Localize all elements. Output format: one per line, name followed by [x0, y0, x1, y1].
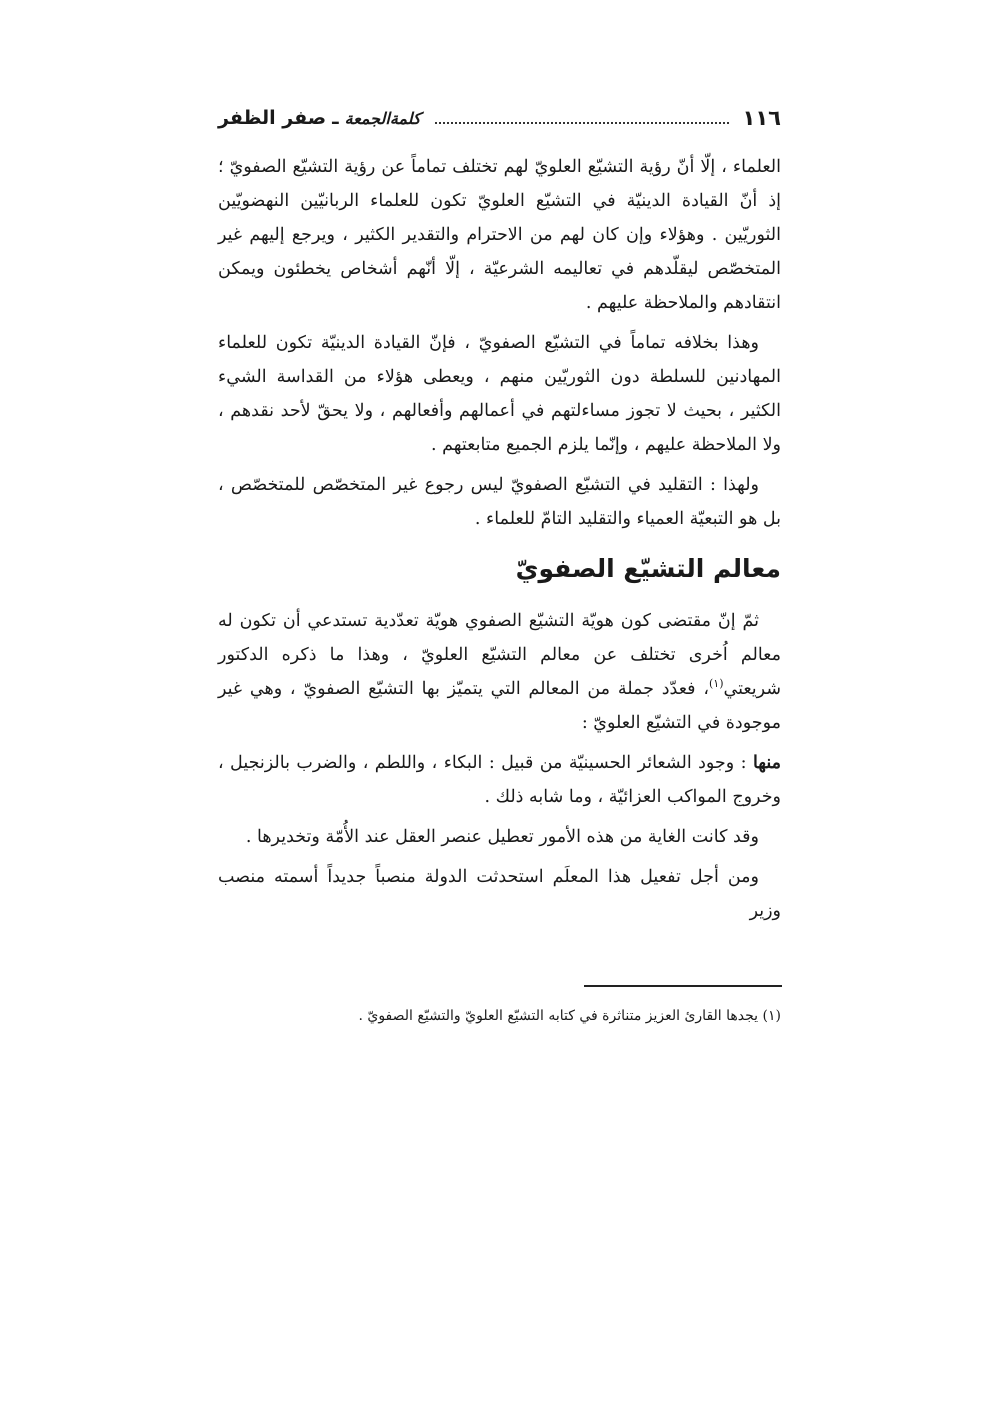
footnote-separator-line	[584, 985, 782, 987]
lead-word: منها	[752, 753, 781, 773]
footnote-text: يجدها القارئ العزيز متناثرة في كتابه التشيّع العلويّ والتشيّع الصفويّ .	[358, 1008, 759, 1024]
running-header	[218, 101, 781, 135]
paragraph-4-continued: ، فعدّد جملة من المعالم التي يتميّز بها التشيّع الصفويّ ، وهي غير موجودة في التشيّع العلويّ :	[218, 679, 781, 733]
paragraph-5-text: : وجود الشعائر الحسينيّة من قبيل : البكاء ، واللطم ، والضرب بالزنجيل ، وخروج المواكب العزائيّة ، وما شابه ذلك .	[218, 753, 781, 807]
paragraph-4	[218, 604, 781, 740]
author-name: صفر الظفر	[218, 107, 327, 129]
paragraph-6: وقد كانت الغاية من هذه الأمور تعطيل عنصر العقل عند الأُمّة وتخديرها .	[245, 827, 759, 847]
paragraph-2: وهذا بخلافه تماماً في التشيّع الصفويّ ، فإنّ القيادة الدينيّة تكون للعلماء المهادنين للسلطة دون الثوريّين منهم ، ويعطى هؤلاء من القداسة الشيء الكثير ، بحيث لا تجوز مساءلتهم في أعمالهم وأفعالهم ، ولا يحقّ لأحد نقدهم ، ولا الملاحظة عليهم ، وإنّما يلزم الجميع متابعتهم .	[218, 333, 781, 455]
paragraph-3: ولهذا : التقليد في التشيّع الصفويّ ليس رجوع غير المتخصّص للمتخصّص ، بل هو التبعيّة العمياء والتقليد التامّ للعلماء .	[218, 475, 781, 529]
dotted-leader	[435, 122, 729, 124]
footnote-reference[interactable]: (١)	[708, 677, 724, 691]
journal-name-logo: كلمةالجمعة	[344, 108, 421, 128]
section-heading: معالم التشيّع الصفويّ	[515, 554, 781, 583]
footnote	[218, 1005, 781, 1027]
paragraph-4-text: ثمّ إنّ مقتضى كون هويّة التشيّع الصفوي هويّة تعدّدية تستدعي أن تكون له معالم اُخرى تختلف عن معالم التشيّع العلويّ ، وهذا ما ذكره الدكتور شريعتي	[218, 611, 781, 699]
paragraph-5	[218, 746, 781, 814]
paragraph-7: ومن أجل تفعيل هذا المعلَم استحدثت الدولة منصباً جديداً أسمته منصب وزير	[218, 867, 781, 921]
footnote-marker: (١)	[762, 1008, 781, 1024]
body-text	[218, 150, 781, 934]
header-title	[218, 107, 421, 129]
header-separator: ـ	[332, 107, 339, 129]
page-number: ١١٦	[742, 106, 781, 130]
paragraph-1: العلماء ، إلّا أنّ رؤية التشيّع العلويّ لهم تختلف تماماً عن رؤية التشيّع الصفويّ ؛ إذ أنّ القيادة الدينيّة في التشيّع العلويّ تكون للعلماء الربانيّين النهضويّين الثوريّين . وهؤلاء وإن كان لهم من الاحترام والتقدير الكثير ، ويرجع إليهم غير المتخصّص ليقلّدهم في تعاليمه الشرعيّة ، إلّا أنّهم أشخاص يخطئون ويمكن انتقادهم والملاحظة عليهم .	[218, 157, 781, 313]
